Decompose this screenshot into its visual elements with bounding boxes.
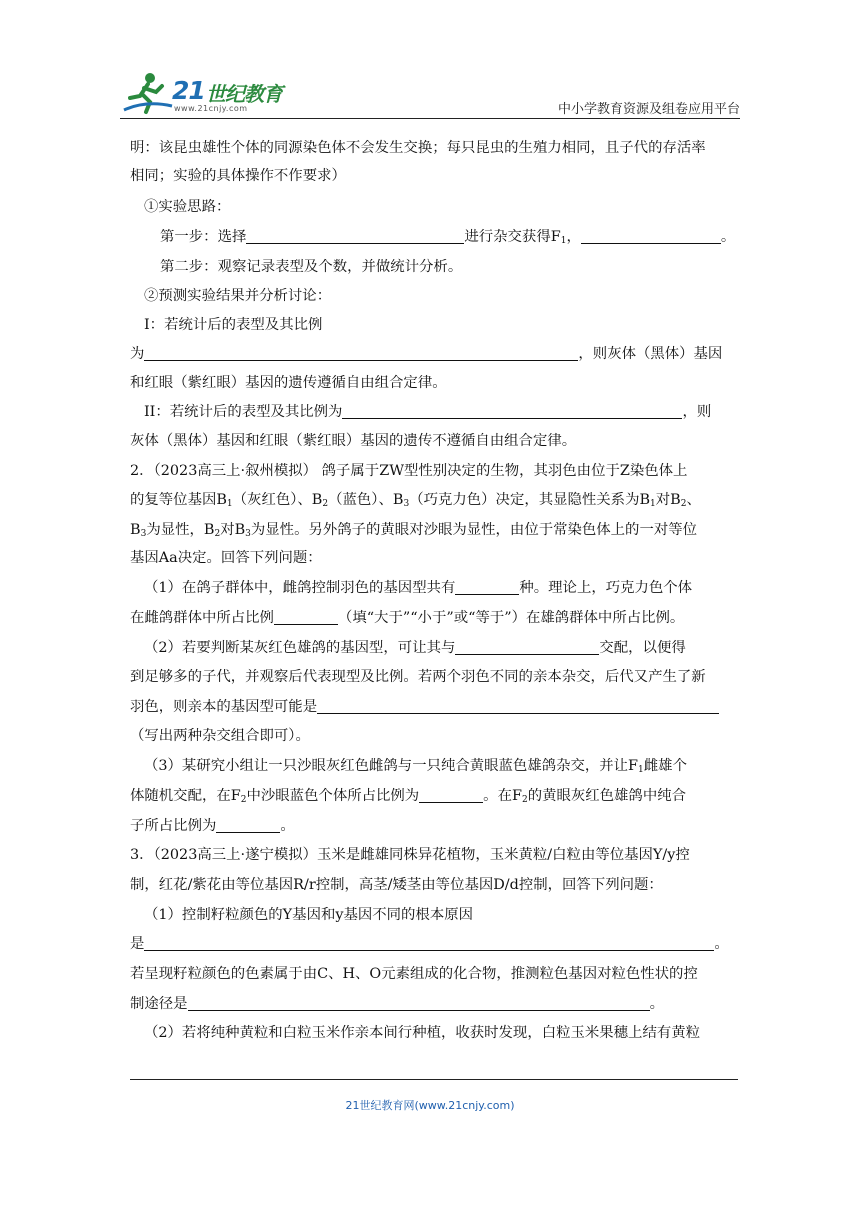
answer-blank[interactable] [216, 817, 280, 833]
page-header [120, 70, 740, 120]
text-line: （1）在鸽子群体中，雌鸽控制羽色的基因型共有 种。理论上，巧克力色个体 [144, 580, 693, 596]
header-divider [120, 118, 740, 119]
answer-blank[interactable] [188, 995, 650, 1011]
runner-logo-icon [120, 70, 176, 116]
logo [120, 70, 295, 116]
answer-blank[interactable] [581, 228, 721, 244]
text-line: 基因Aa决定。回答下列问题： [130, 550, 322, 566]
text-line: II：若统计后的表型及其比例为 ，则 [144, 404, 712, 420]
text-line: 制，红花/紫花由等位基因R/r控制，高茎/矮茎由等位基因D/d控制，回答下列问题： [130, 877, 663, 893]
answer-blank[interactable] [342, 403, 682, 419]
footer-link[interactable]: 21世纪教育网(www.21cnjy.com) [345, 1099, 515, 1112]
text-line: 到足够多的子代，并观察后代表现型及比例。若两个羽色不同的亲本杂交，后代又产生了新 [130, 669, 706, 685]
answer-blank[interactable] [455, 579, 519, 595]
answer-blank[interactable] [317, 698, 719, 714]
question-3-title: 3．（2023高三上·遂宁模拟）玉米是雌雄同株异花植物，玉米黄粒/白粒由等位基因Y/y控 [130, 847, 690, 863]
answer-blank[interactable] [144, 345, 578, 361]
text-line: （1）控制籽粒颜色的Y基因和y基因不同的根本原因 [144, 907, 473, 923]
footer-divider [130, 1079, 738, 1080]
text-line: 和红眼（紫红眼）基因的遗传遵循自由组合定律。 [130, 375, 447, 391]
question-2-title: 2．（2023高三上·叙州模拟） 鸽子属于ZW型性别决定的生物，其羽色由位于Z染色体上 [130, 463, 688, 479]
text-line: 第二步：观察记录表型及个数，并做统计分析。 [160, 259, 463, 275]
text-line: 明：该昆虫雄性个体的同源染色体不会发生交换；每只昆虫的生殖力相同，且子代的存活率 [130, 140, 706, 156]
platform-title: 中小学教育资源及组卷应用平台 [557, 102, 740, 117]
answer-blank[interactable] [274, 609, 338, 625]
text-line: （2）若将纯种黄粒和白粒玉米作亲本间行种植，收获时发现，白粒玉米果穗上结有黄粒 [144, 1025, 701, 1041]
answer-blank[interactable] [144, 935, 714, 951]
text-line: I：若统计后的表型及其比例 [144, 317, 323, 333]
text-line: 第一步：选择 进行杂交获得$F_1$， 。 [160, 229, 736, 246]
text-line: 在雌鸽群体中所占比例 （填“大于”“小于”或“等于”）在雄鸽群体中所占比例。 [130, 610, 685, 626]
text-line: 羽色，则亲本的基因型可能是 [130, 697, 719, 717]
text-line: 是 。 [130, 936, 729, 952]
text-line: （2）若要判断某灰红色雄鸽的基因型，可让其与 交配，以便得 [144, 640, 686, 656]
text-line: 的复等位基因$B_1$（灰红色）、$B_2$（蓝色）、$B_3$（巧克力色）决定，其显隐性关系为$B_1$对$B_2$、 [130, 492, 701, 509]
answer-blank[interactable] [455, 639, 599, 655]
text-line: ①实验思路： [144, 199, 231, 215]
text-line: 灰体（黑体）基因和红眼（紫红眼）基因的遗传不遵循自由组合定律。 [130, 433, 577, 449]
text-line: 体随机交配，在$F_2$中沙眼蓝色个体所占比例为 。在$F_2$的黄眼灰红色雄鸽中纯合 [130, 788, 686, 805]
answer-blank[interactable] [419, 787, 483, 803]
logo-chinese-name: 世纪教育 [206, 82, 282, 106]
text-line: （3）某研究小组让一只沙眼灰红色雌鸽与一只纯合黄眼蓝色雄鸽杂交，并让$F_1$雌雄个 [144, 758, 687, 775]
logo-number: 21 [172, 76, 205, 105]
answer-blank[interactable] [246, 228, 464, 244]
text-line: 子所占比例为 。 [130, 818, 295, 834]
text-line: 制途径是 。 [130, 996, 664, 1012]
logo-url: www.21cnjy.com [174, 104, 248, 113]
text-line: $B_3$为显性，$B_2$对$B_3$为显性。另外鸽子的黄眼对沙眼为显性，由位于常染色体上的一对等位 [130, 522, 698, 539]
text-line: 为 ，则灰体（黑体）基因 [130, 346, 723, 362]
text-line: 若呈现籽粒颜色的色素属于由C、H、O元素组成的化合物，推测粒色基因对粒色性状的控 [130, 966, 698, 982]
text-line: ②预测实验结果并分析讨论： [144, 288, 332, 304]
text-line: （写出两种杂交组合即可）。 [130, 728, 310, 744]
text-line: 相同；实验的具体操作不作要求） [130, 168, 346, 184]
